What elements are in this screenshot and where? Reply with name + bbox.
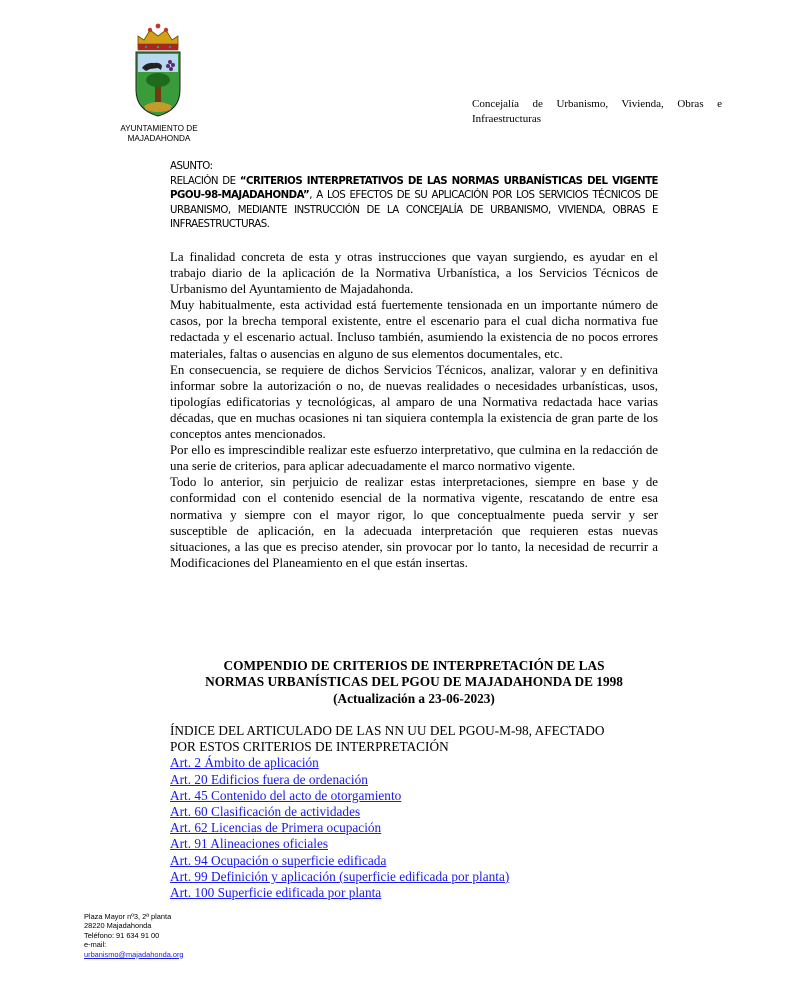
body-paragraph: La finalidad concreta de esta y otras instrucciones que vayan surgiendo, es ayudar en el trabajo diario de la aplicación de la Normativa Urbanística, a los Servicios Técnicos de Urbanismo del Ayuntamiento de Majadahonda.: [170, 250, 658, 297]
coat-of-arms-icon: [130, 22, 186, 122]
index-link-art-20[interactable]: Art. 20 Edificios fuera de ordenación: [170, 771, 368, 787]
footer-contact: [84, 912, 184, 959]
index-link-art-99[interactable]: Art. 99 Definición y aplicación (superficie edificada por planta): [170, 868, 510, 884]
footer-city: 28220 Majadahonda: [84, 921, 152, 931]
index-title: ÍNDICE DEL ARTICULADO DE LAS NN UU DEL PGOU-M-98, AFECTADO: [170, 723, 605, 738]
footer-email-link[interactable]: urbanismo@majadahonda.org: [84, 949, 184, 959]
footer-address: Plaza Mayor nº3, 2ª planta: [84, 912, 172, 921]
index-link-art-62[interactable]: Art. 62 Licencias de Primera ocupación: [170, 820, 382, 836]
body-paragraph: En consecuencia, se requiere de dichos Servicios Técnicos, analizar, valorar y en definitiva informar sobre la autorización o no, de nuevas realidades o necesidades urbanísticas, usos, tipologías edificatorias y tecnológicas, al amparo de una Normativa redactada hace varias décadas, que en muchas ocasiones ni tan siquiera contempla la existencia de gran parte de los conceptos antes mencionados.: [170, 362, 658, 442]
compendium-update-date: (Actualización a 23-06-2023): [333, 690, 495, 706]
body-paragraph: Por ello es imprescindible realizar este esfuerzo interpretativo, que culmina en la redacción de una serie de criterios, para aplicar adecuadamente el marco normativo vigente.: [170, 443, 658, 474]
index-link-art-94[interactable]: Art. 94 Ocupación o superficie edificada: [170, 852, 387, 868]
index-link-art-60[interactable]: Art. 60 Clasificación de actividades: [170, 804, 361, 820]
organization-name: [100, 124, 218, 144]
subject-text: [170, 175, 658, 233]
intro-body: [170, 249, 658, 571]
subject-label: ASUNTO:: [170, 161, 213, 172]
index-link-art-91[interactable]: Art. 91 Alineaciones oficiales: [170, 836, 329, 852]
org-name-line: MAJADAHONDA: [127, 134, 191, 143]
footer-email-line: [84, 940, 184, 959]
department-header: [472, 97, 722, 127]
footer-phone: Teléfono: 91 634 91 00: [84, 930, 160, 940]
index-link-art-100[interactable]: Art. 100 Superficie edificada por planta: [170, 885, 382, 901]
compendium-line: NORMAS URBANÍSTICAS DEL PGOU DE MAJADAHONDA DE 1998: [205, 674, 623, 690]
department-line: Concejalía de Urbanismo, Vivienda, Obras e: [472, 98, 722, 110]
subject-prefix: RELACIÓN DE: [170, 175, 240, 187]
body-paragraph: Muy habitualmente, esta actividad está fuertemente tensionada en un importante número de casos, por la brecha temporal existente, entre el escenario para el cual dicha normativa fue redactada y el escenario actual. Incluso también, asumiendo la existencia de no pocos errores materiales, faltas o ausencias en alguno de sus elementos documentales, etc.: [170, 298, 658, 361]
footer-email-label: e-mail:: [84, 940, 107, 950]
subject-suffix: , A LOS EFECTOS DE SU APLICACIÓN POR LOS SERVICIOS TÉCNICOS DE URBANISMO, MEDIANTE INSTRUCCIÓN DE LA CONCEJALÍA DE URBANISMO, VIVIENDA, OBRAS E INFRAESTRUCTURAS.: [170, 190, 658, 231]
subject-title: “CRITERIOS INTERPRETATIVOS DE LAS NORMAS URBANÍSTICAS DEL VIGENTE PGOU-98-MAJADAHONDA”: [170, 175, 659, 202]
subject-block: [170, 160, 658, 233]
index-link-art-45[interactable]: Art. 45 Contenido del acto de otorgamiento: [170, 787, 402, 803]
body-paragraph: Todo lo anterior, sin perjuicio de realizar estas interpretaciones, siempre en base y de conformidad con el contenido esencial de la normativa vigente, rescatando de entre esa normativa y siempre con el mayor rigor, lo que conceptualmente pueda servir y ser susceptible de aplicación, en la adecuada interpretación que requieren estas nuevas situaciones, a las que es preciso atender, sin provocar por lo tanto, la necesidad de recurrir a Modificaciones del Planeamiento en el que están insertas.: [170, 475, 658, 570]
article-index: [170, 723, 658, 901]
compendium-title: [170, 658, 658, 707]
index-link-art-2[interactable]: Art. 2 Ámbito de aplicación: [170, 755, 319, 771]
compendium-line: COMPENDIO DE CRITERIOS DE INTERPRETACIÓN DE LAS: [223, 658, 605, 673]
department-line: Infraestructuras: [472, 113, 542, 125]
index-title: POR ESTOS CRITERIOS DE INTERPRETACIÓN: [170, 739, 449, 755]
org-name-line: AYUNTAMIENTO DE: [120, 124, 198, 133]
